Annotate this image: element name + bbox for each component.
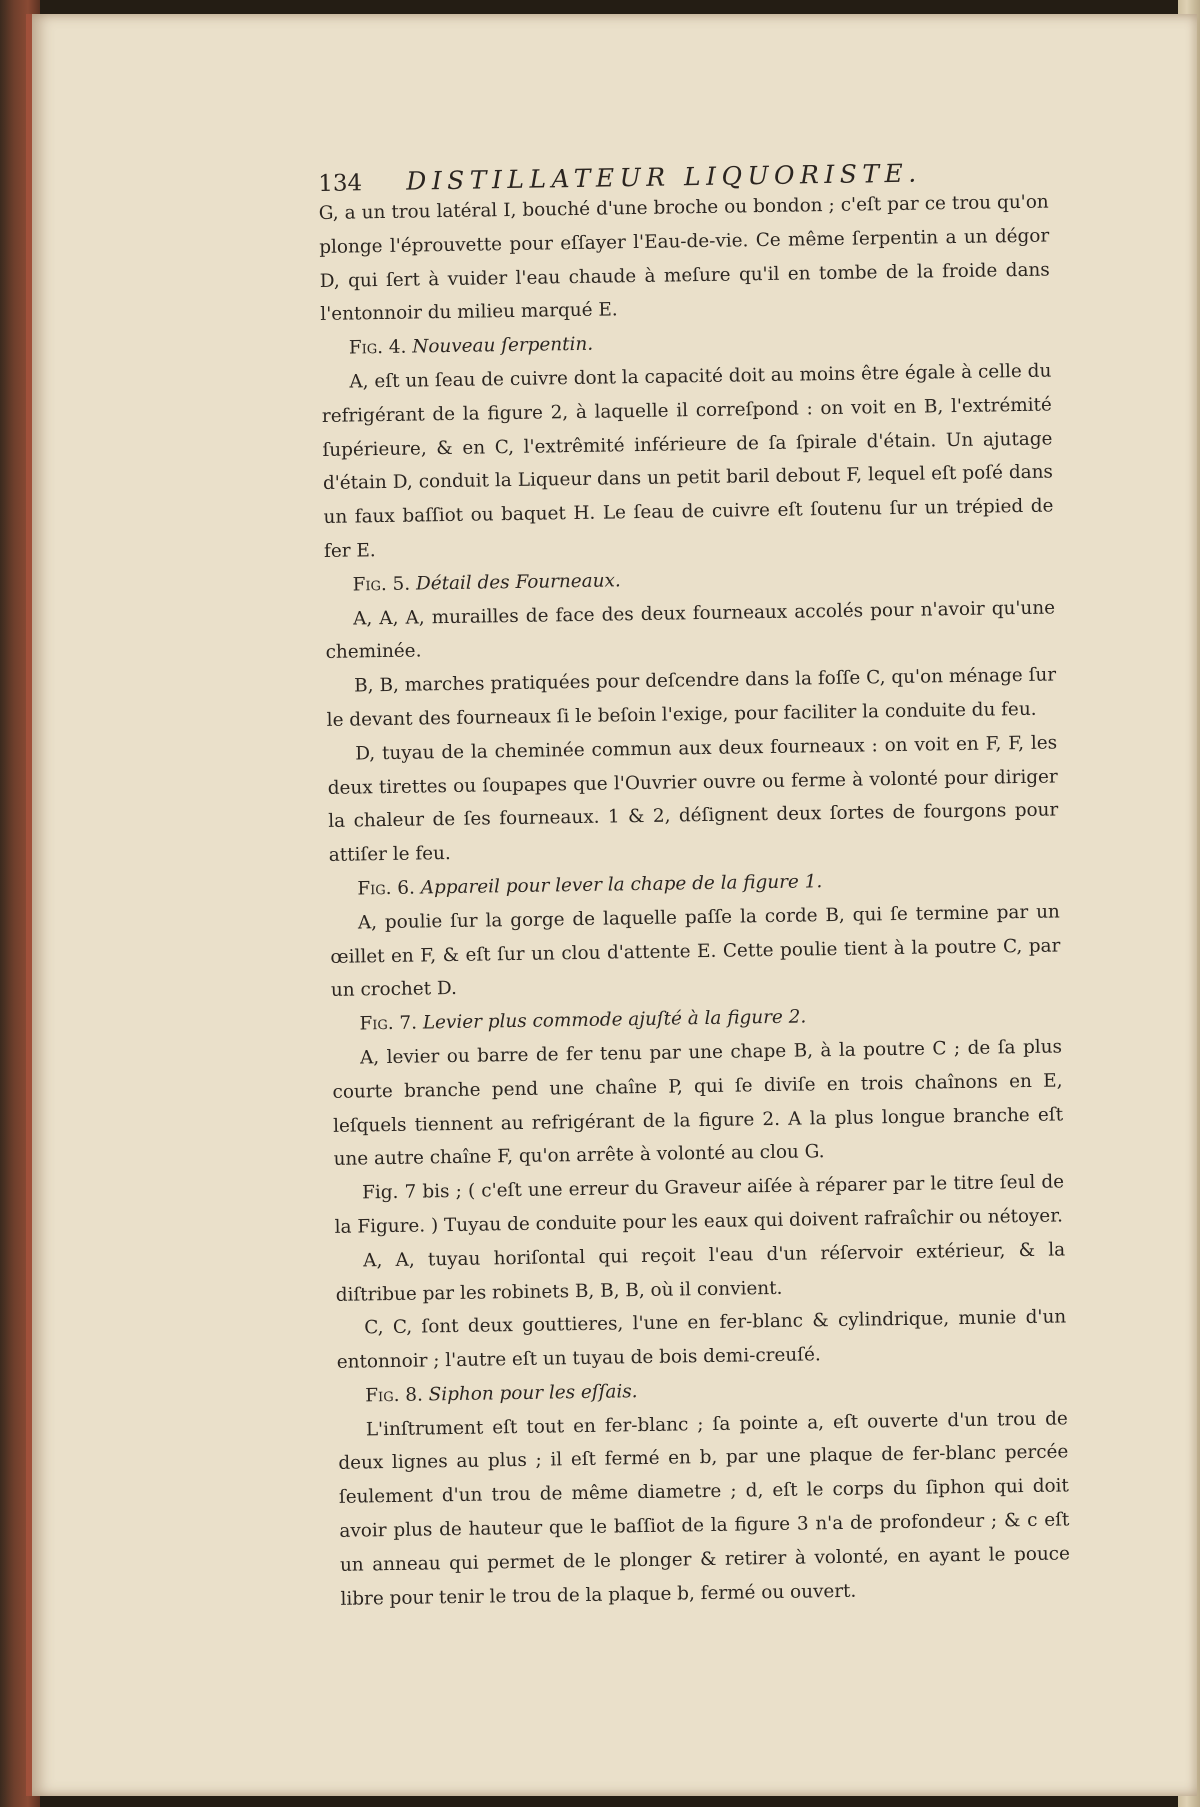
running-title: DISTILLATEUR LIQUORISTE.	[406, 158, 922, 196]
figure-title: Nouveau ſerpentin.	[412, 333, 594, 358]
figure-label: Fig. 4.	[348, 336, 407, 359]
figure-title: Levier plus commode ajuſté à la figure 2.	[422, 1006, 807, 1034]
figure-label: Fig. 5.	[352, 573, 411, 596]
paragraph: A, A, tuyau horiſontal qui reçoit l'eau d'un réſervoir extérieur, & la diſtribue par les robinets B, B, B, où il convient.	[335, 1239, 1066, 1306]
paragraph: A, poulie ſur la gorge de laquelle paſſe la corde B, qui ſe termine par un œillet en F, & eſt ſur un clou d'attente E. Cette poulie tient à la poutre C, par un crochet D.	[330, 901, 1061, 1002]
page-text	[318, 154, 1071, 1617]
figure-title: Détail des Fourneaux.	[415, 570, 621, 595]
paragraph: A, A, A, murailles de face des deux fourneaux accolés pour n'avoir qu'une cheminée.	[325, 597, 1056, 664]
paragraph: B, B, marches pratiquées pour deſcendre dans la foſſe C, qu'on ménage ſur le devant des fourneaux ſi le beſoin l'exige, pour faciliter la conduite du feu.	[326, 664, 1057, 731]
paragraph: L'inſtrument eſt tout en fer-blanc ; ſa pointe a, eſt ouverte d'un trou de deux lignes au plus ; il eſt fermé en b, par une plaque de fer-blanc percée ſeulement d'un trou de même diametre ; d, eſt le corps du ſiphon qui doit avoir plus de hauteur que le baſſiot de la figure 3 n'a de profondeur ; & c eſt un anneau qui permet de le plonger & retirer à volonté, en ayant le pouce libre pour tenir le trou de la plaque b, fermé ou ouvert.	[338, 1408, 1071, 1610]
paragraph: D, tuyau de la cheminée commun aux deux fourneaux : on voit en F, F, les deux tirettes ou ſoupapes que l'Ouvrier ouvre ou ferme à volonté pour diriger la chaleur de ſes fourneaux. 1 & 2, déſignent deux ſortes de fourgons pour attiſer le feu.	[327, 732, 1059, 867]
paragraph: G, a un trou latéral I, bouché d'une broche ou bondon ; c'eſt par ce trou qu'on plonge l'éprouvette pour eſſayer l'Eau-de-vie. Ce même ſerpentin a un dégor D, qui ſert à vuider l'eau chaude à meſure qu'il en tombe de la froide dans l'entonnoir du milieu marqué E.	[318, 191, 1050, 326]
figure-label: Fig. 7.	[359, 1012, 418, 1035]
figure-label: Fig. 6.	[357, 877, 416, 900]
figure-title: Siphon pour les eſſais.	[428, 1381, 638, 1406]
paragraph: Fig. 7 bis ; ( c'eſt une erreur du Graveur aiſée à réparer par le titre ſeul de la Figure. ) Tuyau de conduite pour les eaux qui doivent rafraîchir ou nétoyer.	[334, 1171, 1065, 1238]
paragraph: C, C, ſont deux gouttieres, l'une en fer-blanc & cylindrique, munie d'un entonnoir ; l'autre eſt un tuyau de bois demi-creuſé.	[336, 1306, 1067, 1373]
figure-label: Fig. 8.	[365, 1384, 424, 1407]
paragraph: A, eſt un ſeau de cuivre dont la capacité doit au moins être égale à celle du refrigérant de la figure 2, à laquelle il correſpond : on voit en B, l'extrémité ſupérieure, & en C, l'extrêmité inférieure de ſa ſpirale d'étain. Un ajutage d'étain D, conduit la Liqueur dans un petit baril debout F, lequel eſt poſé dans un faux baſſiot ou baquet H. Le ſeau de cuivre eſt ſoutenu ſur un trépied de fer E.	[321, 360, 1054, 562]
page-number: 134	[318, 170, 363, 197]
paragraph: A, levier ou barre de fer tenu par une chape B, à la poutre C ; de ſa plus courte branche pend une chaîne P, qui ſe diviſe en trois chaînons en E, leſquels tiennent au refrigérant de la figure 2. A la plus longue branche eſt une autre chaîne F, qu'on arrête à volonté au clou G.	[332, 1036, 1064, 1171]
figure-title: Appareil pour lever la chape de la figure 1.	[420, 871, 823, 899]
